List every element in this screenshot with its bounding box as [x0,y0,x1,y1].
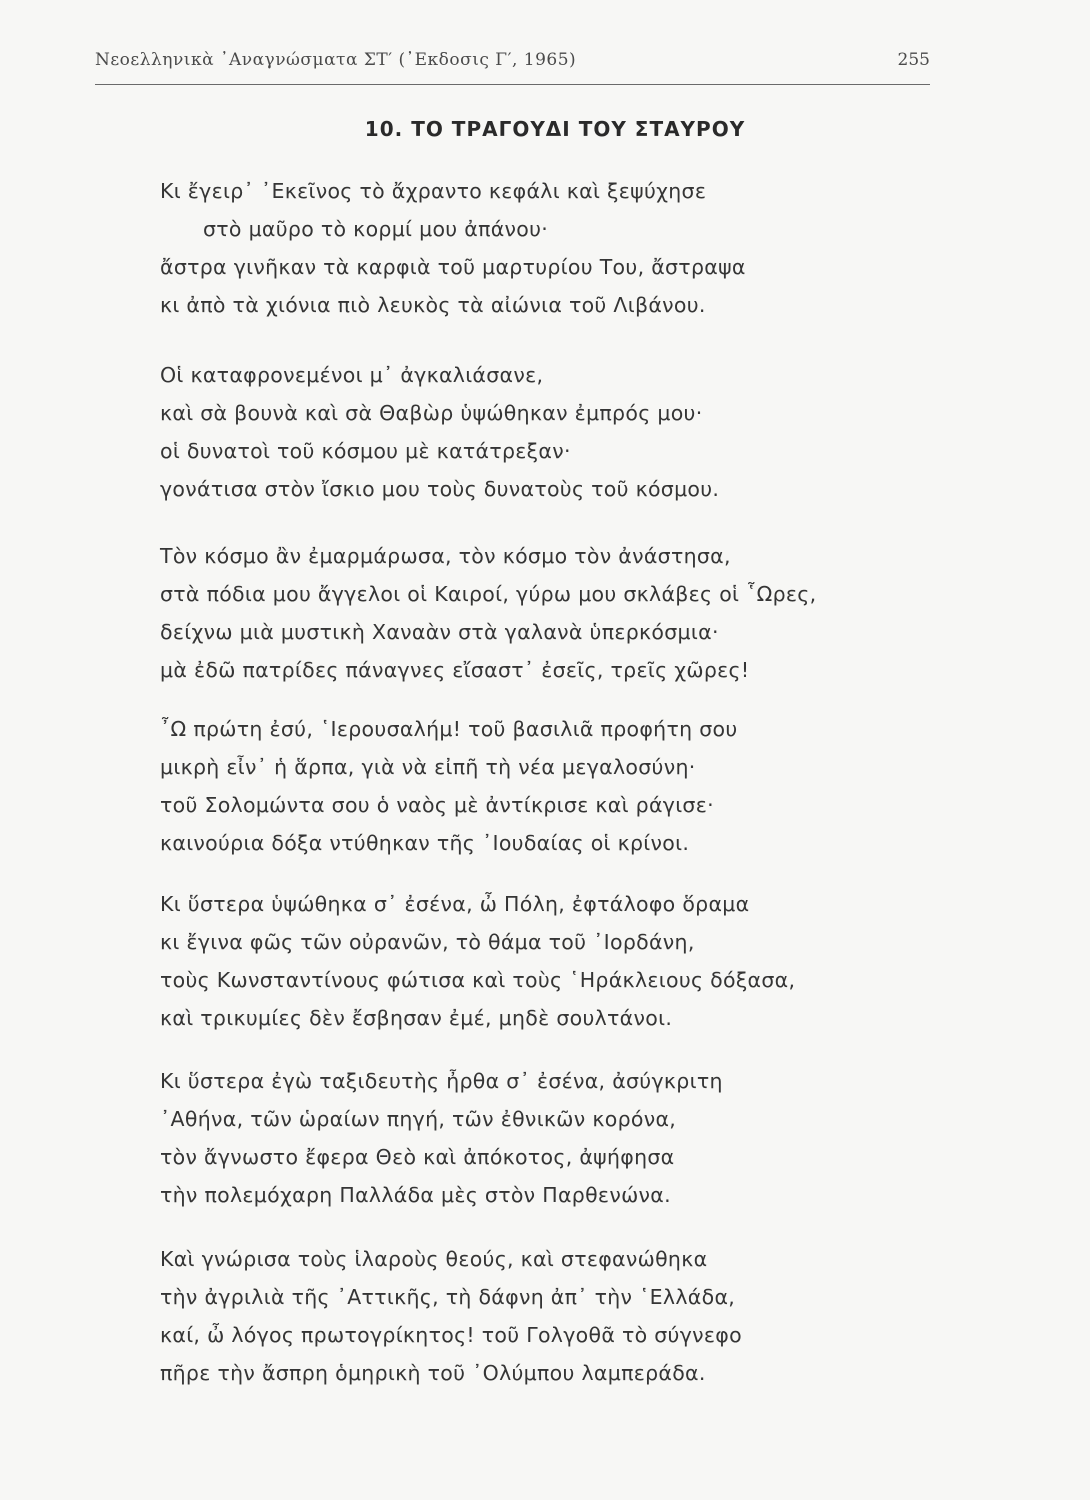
verse-line: τὸν ἄγνωστο ἔφερα Θεὸ καὶ ἀπόκοτος, ἀψήφησα [160,1145,675,1169]
verse-line: κι ἀπὸ τὰ χιόνια πιὸ λευκὸς τὰ αἰώνια τοῦ Λιβάνου. [160,293,706,317]
verse-line: καὶ τρικυμίες δὲν ἔσβησαν ἐμέ, μηδὲ σουλτάνοι. [160,1006,673,1030]
verse-line: κι ἔγινα φῶς τῶν οὐρανῶν, τὸ θάμα τοῦ ᾽Ιορδάνη, [160,930,695,954]
verse-line: Καὶ γνώρισα τοὺς ἱλαροὺς θεούς, καὶ στεφανώθηκα [160,1247,708,1271]
stanza-2 [160,356,950,508]
verse-line: στὰ πόδια μου ἄγγελοι οἱ Καιροί, γύρω μου σκλάβες οἱ ῟Ωρες, [160,582,817,606]
poem-title: 10. ΤΟ ΤΡΑΓΟΥΔΙ ΤΟΥ ΣΤΑΥΡΟΥ [364,117,746,141]
running-header [95,48,930,85]
page-number: 255 [897,50,930,70]
stanza-7 [160,1240,950,1392]
verse-line: τοῦ Σολομώντα σου ὁ ναὸς μὲ ἀντίκρισε καὶ ράγισε· [160,793,714,817]
verse-line: στὸ μαῦρο τὸ κορμί μου ἀπάνου· [203,217,549,241]
verse-line: ἄστρα γινῆκαν τὰ καρφιὰ τοῦ μαρτυρίου Του, ἄστραψα [160,255,746,279]
verse-line: ᾽Αθήνα, τῶν ὡραίων πηγή, τῶν ἐθνικῶν κορόνα, [160,1107,677,1131]
running-title: Νεοελληνικὰ ᾽Αναγνώσματα ΣΤ′ (᾽Εκδοσις Γ′, 1965) [95,50,577,70]
verse-line: πῆρε τὴν ἄσπρη ὁμηρικὴ τοῦ ᾽Ολύμπου λαμπεράδα. [160,1361,706,1385]
verse-line: μὰ ἐδῶ πατρίδες πάναγνες εἴσαστ᾽ ἐσεῖς, τρεῖς χῶρες! [160,658,750,682]
verse-line: καινούρια δόξα ντύθηκαν τῆς ᾽Ιουδαίας οἱ κρίνοι. [160,831,690,855]
stanza-6 [160,1062,950,1214]
stanza-4 [160,710,950,862]
verse-line: Κι ἔγειρ᾽ ᾽Εκεῖνος τὸ ἄχραντο κεφάλι καὶ ξεψύχησε [160,179,707,203]
stanza-5 [160,885,950,1037]
verse-line: καὶ σὰ βουνὰ καὶ σὰ Θαβὼρ ὑψώθηκαν ἐμπρός μου· [160,401,703,425]
verse-line: Κι ὕστερα ἐγὼ ταξιδευτὴς ἦρθα σ᾽ ἐσένα, ἀσύγκριτη [160,1069,723,1093]
verse-line: τοὺς Κωνσταντίνους φώτισα καὶ τοὺς ῾Ηράκλειους δόξασα, [160,968,796,992]
verse-line: οἱ δυνατοὶ τοῦ κόσμου μὲ κατάτρεξαν· [160,439,571,463]
verse-line: τὴν πολεμόχαρη Παλλάδα μὲς στὸν Παρθενώνα. [160,1183,671,1207]
verse-line: γονάτισα στὸν ἴσκιο μου τοὺς δυνατοὺς τοῦ κόσμου. [160,477,720,501]
verse-line: τὴν ἀγριλιὰ τῆς ᾽Αττικῆς, τὴ δάφνη ἀπ᾽ τὴν ῾Ελλάδα, [160,1285,736,1309]
verse-line: Κι ὕστερα ὑψώθηκα σ᾽ ἐσένα, ὦ Πόλη, ἐφτάλοφο ὅραμα [160,892,750,916]
stanza-1 [160,172,950,324]
stanza-3 [160,537,950,689]
verse-line: καί, ὦ λόγος πρωτογρίκητος! τοῦ Γολγοθᾶ τὸ σύγνεφο [160,1323,742,1347]
verse-line: μικρὴ εἶν᾽ ἡ ἅρπα, γιὰ νὰ εἰπῆ τὴ νέα μεγαλοσύνη· [160,755,696,779]
verse-line: Οἱ καταφρονεμένοι μ᾽ ἀγκαλιάσανε, [160,363,544,387]
verse-line: δείχνω μιὰ μυστικὴ Χαναὰν στὰ γαλανὰ ὑπερκόσμια· [160,620,719,644]
verse-line: ῏Ω πρώτη ἐσύ, ῾Ιερουσαλήμ! τοῦ βασιλιᾶ προφήτη σου [160,717,738,741]
verse-line: Τὸν κόσμο ἂν ἐμαρμάρωσα, τὸν κόσμο τὸν ἀνάστησα, [160,544,731,568]
